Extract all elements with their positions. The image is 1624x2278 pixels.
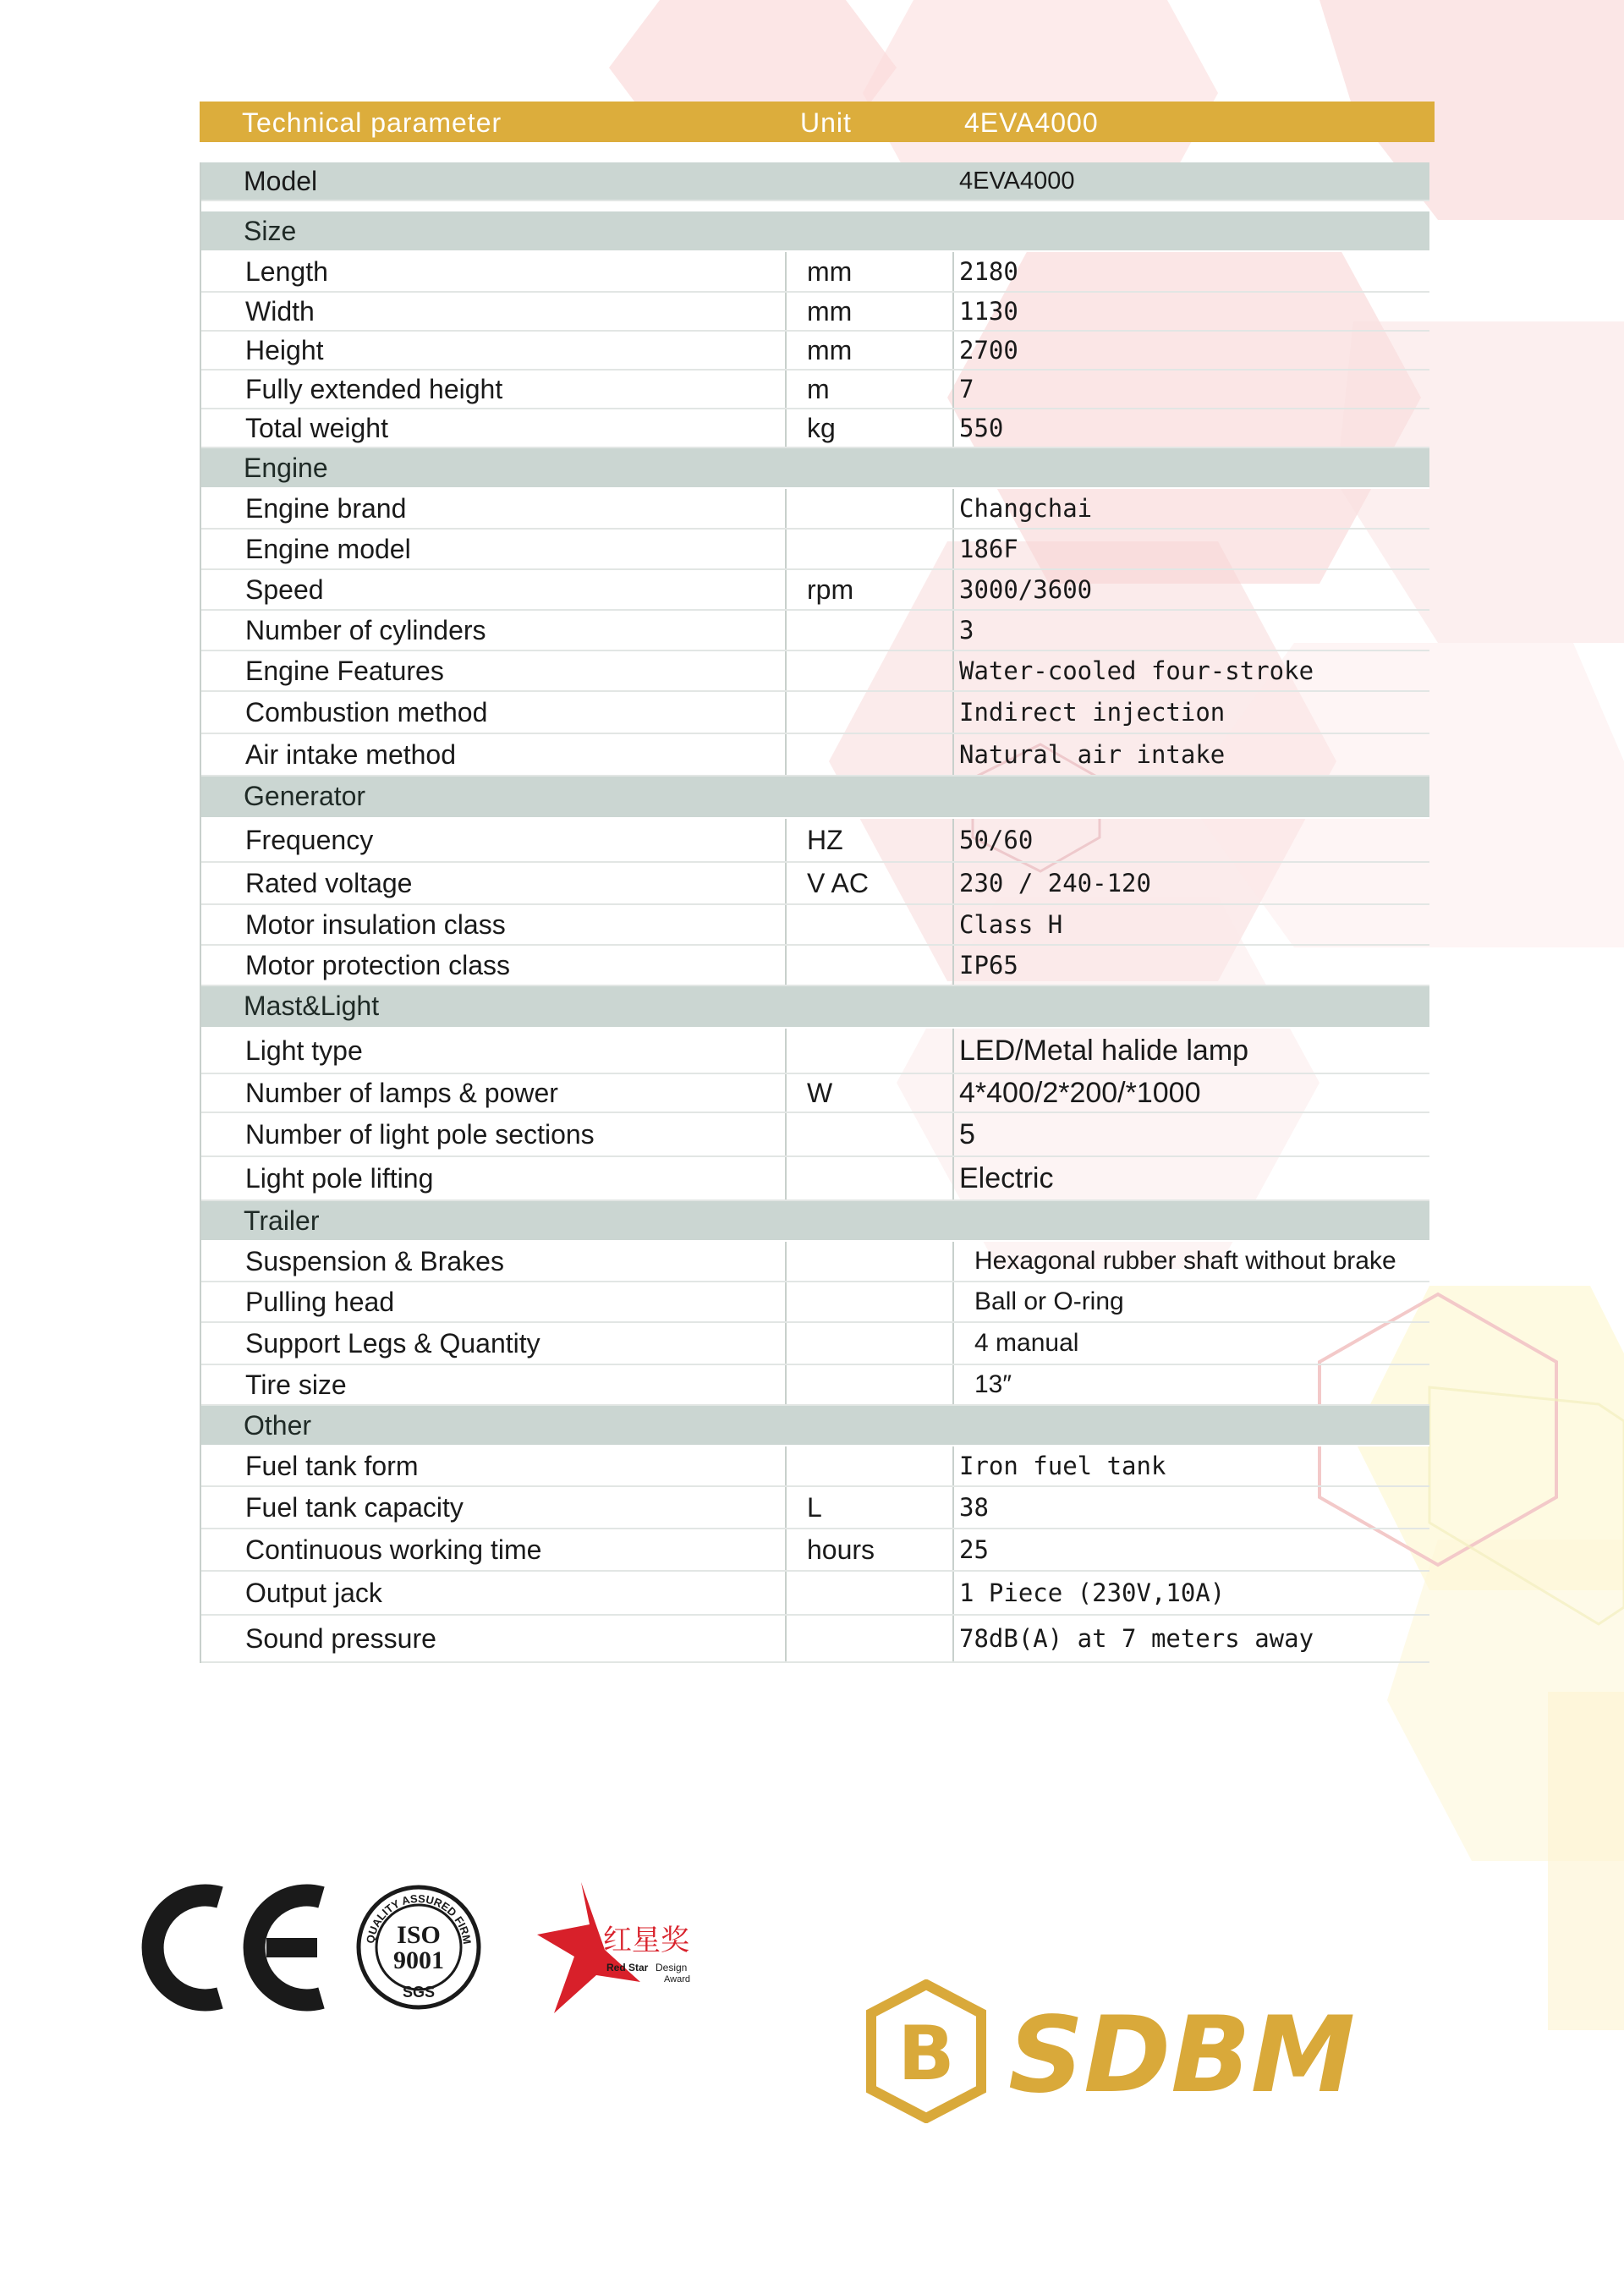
spec-row <box>201 570 1429 611</box>
spec-unit: kg <box>785 409 954 447</box>
spec-parameter: Output jack <box>245 1577 382 1608</box>
spec-unit <box>785 530 954 568</box>
spec-row <box>201 252 1429 293</box>
section-title: Mast&Light <box>244 991 380 1021</box>
spec-table <box>200 162 1429 1663</box>
sdbm-emblem-glyph: B <box>897 2010 955 2097</box>
spec-unit <box>785 1282 954 1321</box>
spec-unit: mm <box>785 332 954 369</box>
spec-row <box>201 489 1429 530</box>
spec-value: IP65 <box>959 951 1018 980</box>
spec-parameter: Fuel tank capacity <box>245 1491 464 1523</box>
model-unit <box>785 162 954 200</box>
spec-unit <box>785 692 954 733</box>
spec-unit <box>785 1572 954 1614</box>
spec-row <box>201 1074 1429 1113</box>
section-header-trailer <box>201 1201 1429 1242</box>
spec-parameter: Number of cylinders <box>245 614 486 645</box>
model-label: Model <box>201 162 785 200</box>
spec-row <box>201 905 1429 946</box>
spec-unit <box>785 1242 954 1281</box>
spec-unit: rpm <box>785 570 954 609</box>
spec-row <box>201 819 1429 863</box>
iso-badge-bottom-text: SGS <box>402 1984 436 2001</box>
spec-value: 230 / 240-120 <box>959 869 1151 897</box>
spec-row <box>201 332 1429 371</box>
table-header-bar <box>200 102 1435 142</box>
spec-value: 13″ <box>974 1370 1012 1398</box>
spec-unit <box>785 651 954 690</box>
spec-value: 7 <box>959 375 974 403</box>
spec-unit: HZ <box>785 819 954 861</box>
spec-row <box>201 1487 1429 1529</box>
spec-value: 5 <box>959 1117 975 1150</box>
spec-value: Hexagonal rubber shaft without brake <box>974 1247 1396 1275</box>
iso-badge-top-text: QUALITY ASSURED FIRM <box>364 1891 475 1946</box>
ce-mark-logo <box>140 1882 334 2013</box>
model-row <box>201 162 1429 201</box>
spec-parameter: Fully extended height <box>245 373 503 404</box>
section-header-other <box>201 1406 1429 1446</box>
section-header-mast-light <box>201 986 1429 1029</box>
spec-parameter: Light pole lifting <box>245 1162 434 1194</box>
header-parameter: Technical parameter <box>242 107 502 138</box>
spec-parameter: Total weight <box>245 412 388 443</box>
spec-value: 1130 <box>959 297 1018 326</box>
spec-unit <box>785 1446 954 1485</box>
spec-parameter: Support Legs & Quantity <box>245 1327 540 1359</box>
spec-unit <box>785 1113 954 1155</box>
spec-row <box>201 530 1429 570</box>
spec-parameter: Rated voltage <box>245 867 413 898</box>
spec-value: Ball or O-ring <box>974 1287 1124 1315</box>
spec-parameter: Fuel tank form <box>245 1450 419 1481</box>
spec-unit <box>785 1616 954 1661</box>
red-star-line1: Red Star <box>606 1962 649 1973</box>
spec-unit: hours <box>785 1529 954 1570</box>
spec-unit <box>785 489 954 528</box>
spec-row <box>201 1572 1429 1616</box>
spec-parameter: Engine model <box>245 533 411 564</box>
red-star-line2: Design <box>656 1962 688 1973</box>
spec-parameter: Motor insulation class <box>245 908 506 940</box>
spec-parameter: Tire size <box>245 1369 347 1400</box>
spec-unit: mm <box>785 252 954 291</box>
spec-value: 1 Piece (230V,10A) <box>959 1578 1226 1607</box>
spec-value: 50/60 <box>959 826 1034 854</box>
spec-row <box>201 611 1429 651</box>
spec-value: Iron fuel tank <box>959 1452 1166 1480</box>
header-model: 4EVA4000 <box>964 107 1099 138</box>
spec-row <box>201 1616 1429 1663</box>
spec-value: 4 manual <box>974 1329 1079 1357</box>
spec-parameter: Air intake method <box>245 738 457 770</box>
header-unit: Unit <box>800 107 852 138</box>
spec-unit: W <box>785 1074 954 1112</box>
spec-row <box>201 734 1429 777</box>
spec-row <box>201 863 1429 905</box>
spec-value: 186F <box>959 535 1018 563</box>
spec-parameter: Length <box>245 255 328 287</box>
spec-unit: m <box>785 371 954 408</box>
spec-row <box>201 692 1429 734</box>
spec-row <box>201 946 1429 986</box>
section-header-engine <box>201 448 1429 489</box>
spec-value: Changchai <box>959 494 1093 523</box>
spec-parameter: Combustion method <box>245 696 488 727</box>
spec-unit <box>785 1365 954 1404</box>
spec-unit <box>785 905 954 944</box>
spec-row <box>201 1365 1429 1406</box>
spec-value: 550 <box>959 414 1004 442</box>
spec-value: 25 <box>959 1535 989 1564</box>
spec-row <box>201 1113 1429 1157</box>
spec-row <box>201 293 1429 332</box>
section-header-size <box>201 211 1429 252</box>
red-star-design-award-logo <box>537 1882 715 2017</box>
spec-row <box>201 1323 1429 1365</box>
section-title: Engine <box>244 453 328 483</box>
iso-badge-number-text: 9001 <box>393 1946 444 1974</box>
iso-badge-main-text: ISO <box>397 1921 441 1949</box>
spec-row <box>201 1446 1429 1487</box>
spec-parameter: Speed <box>245 574 324 605</box>
sdbm-wordmark: SDBM <box>1008 1995 1356 2116</box>
spec-parameter: Width <box>245 295 315 327</box>
spec-unit <box>785 1029 954 1073</box>
spec-parameter: Engine brand <box>245 492 407 524</box>
spec-value: 3000/3600 <box>959 575 1093 604</box>
spec-value: 78dB(A) at 7 meters away <box>959 1624 1314 1653</box>
spec-row <box>201 409 1429 448</box>
spec-row <box>201 371 1429 409</box>
spec-parameter: Motor protection class <box>245 949 511 980</box>
spec-value: Natural air intake <box>959 740 1226 769</box>
spec-parameter: Height <box>245 334 324 365</box>
spec-parameter: Light type <box>245 1035 363 1066</box>
spec-parameter: Continuous working time <box>245 1534 542 1565</box>
section-title: Size <box>244 216 297 246</box>
spec-parameter: Engine Features <box>245 655 444 686</box>
spec-row <box>201 651 1429 692</box>
spec-unit <box>785 946 954 985</box>
red-star-chinese-text: 红星奖 <box>603 1924 689 1957</box>
spec-row <box>201 1529 1429 1572</box>
spec-row <box>201 1157 1429 1201</box>
spec-parameter: Suspension & Brakes <box>245 1245 504 1276</box>
spec-value: 4*400/2*200/*1000 <box>959 1076 1201 1109</box>
spec-value: 2700 <box>959 336 1018 365</box>
spec-unit: mm <box>785 293 954 330</box>
spec-value: Water-cooled four-stroke <box>959 656 1314 685</box>
spec-parameter: Sound pressure <box>245 1622 436 1654</box>
spec-value: Indirect injection <box>959 698 1226 727</box>
spec-parameter: Pulling head <box>245 1286 395 1317</box>
section-header-generator <box>201 777 1429 819</box>
spec-value: Electric <box>959 1161 1054 1194</box>
spec-value: Class H <box>959 910 1063 939</box>
section-title: Generator <box>244 781 366 811</box>
spec-parameter: Number of light pole sections <box>245 1118 595 1150</box>
section-title: Other <box>244 1410 312 1441</box>
spec-value: LED/Metal halide lamp <box>959 1034 1249 1067</box>
spec-unit <box>785 1323 954 1364</box>
spec-value: 38 <box>959 1493 989 1522</box>
spec-unit: V AC <box>785 863 954 903</box>
spec-value: 2180 <box>959 257 1018 286</box>
red-star-line3: Award <box>664 1974 690 1984</box>
model-value: 4EVA4000 <box>954 162 1429 200</box>
iso-9001-badge <box>355 1884 482 2011</box>
spec-parameter: Number of lamps & power <box>245 1077 558 1108</box>
sdbm-brand-logo <box>863 1979 1429 2123</box>
spec-unit <box>785 1157 954 1199</box>
spec-unit: L <box>785 1487 954 1528</box>
spec-row <box>201 1242 1429 1282</box>
spec-unit <box>785 734 954 775</box>
spec-row <box>201 1029 1429 1074</box>
spec-parameter: Frequency <box>245 824 374 855</box>
spec-value: 3 <box>959 616 974 645</box>
spec-unit <box>785 611 954 650</box>
spec-row <box>201 1282 1429 1323</box>
section-title: Trailer <box>244 1205 320 1236</box>
